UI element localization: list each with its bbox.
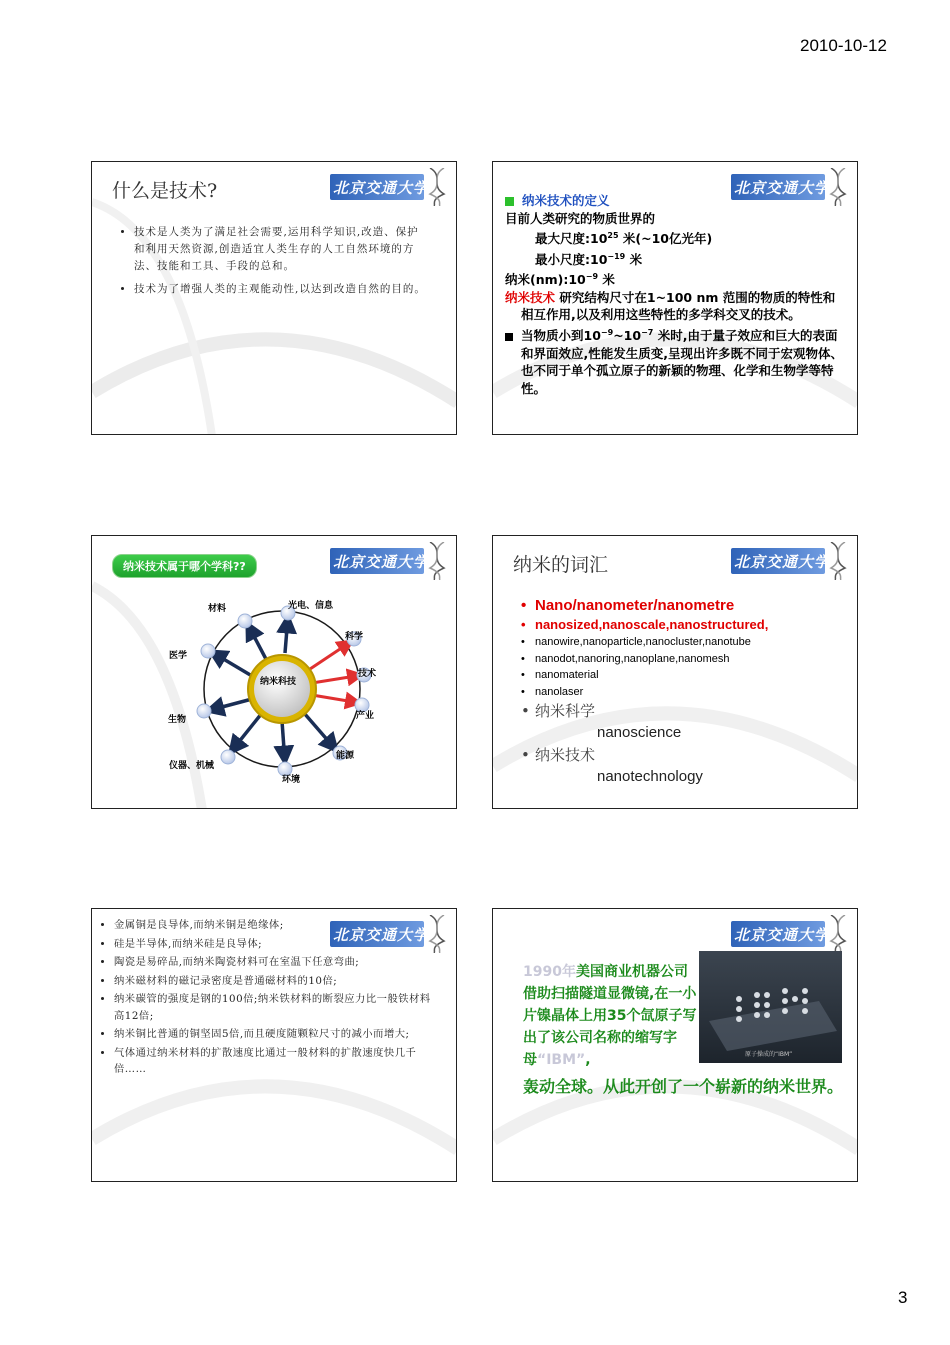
bullet-list (100, 917, 440, 1080)
list-item: • 纳米科学 (521, 702, 596, 720)
label-medicine: 医学 (169, 651, 188, 661)
list-item: • 纳米技术 (521, 746, 596, 764)
dna-icon (426, 168, 448, 206)
vocab-list (521, 596, 851, 788)
list-item: • nanowire,nanoparticle,nanocluster,nanotube (521, 636, 751, 648)
dna-icon (827, 915, 849, 953)
university-logo: 北京交通大学 (731, 542, 849, 578)
nano-definition: 纳米技术 研究结构尺寸在1~100 nm 范围的物质的特性和相互作用,以及利用这些特性的多学科交叉的技术。 (505, 289, 836, 323)
center-label: 纳米科技 (260, 677, 297, 687)
university-logo: 北京交通大学 (330, 915, 448, 951)
label-environment: 环境 (282, 775, 301, 785)
min-scale-line: 最小尺度$:10^{-19}$ 米 (535, 251, 643, 267)
dna-icon (827, 542, 849, 580)
list-item: • nanolaser (521, 685, 584, 698)
label-science: 科学 (345, 632, 364, 642)
slide-title: 纳米的词汇 (513, 554, 609, 576)
dna-icon (426, 542, 448, 580)
list-item: • nanosized,nanoscale,nanostructured, (521, 617, 769, 632)
green-square-icon (505, 197, 514, 206)
question-pill: 纳米技术属于哪个学科?? (112, 554, 257, 578)
slide-body (505, 192, 847, 397)
page-number: 3 (898, 1288, 908, 1307)
label-technology: 技术 (358, 669, 377, 679)
photo-caption: 原子操成的“IBM” (745, 1051, 793, 1058)
list-item: • nanodot,nanoring,nanoplane,nanomesh (521, 652, 730, 665)
ibm-story-conclusion: 轰动全球。从此开创了一个崭新的纳米世界。 (523, 1077, 844, 1096)
university-logo: 北京交通大学 (731, 168, 849, 204)
definition-heading: 纳米技术的定义 (522, 193, 610, 208)
ibm-atoms-photo (699, 951, 842, 1063)
slide-3 (91, 535, 457, 809)
university-logo: 北京交通大学 (330, 168, 448, 204)
university-logo: 北京交通大学 (731, 915, 849, 951)
bullet-item: • 纳米磁材料的磁记录密度是普通磁材料的10倍; (114, 973, 440, 990)
bullet-list (120, 224, 430, 304)
black-square-icon (505, 333, 513, 341)
slide-4 (492, 535, 858, 809)
label-biology: 生物 (168, 715, 187, 725)
label-industry: 产业 (356, 711, 375, 721)
label-optoelectronics: 光电、信息 (288, 601, 334, 611)
bullet-item: • 金属铜是良导体,而纳米铜是绝缘体; (114, 917, 440, 934)
slide-title: 什么是技术? (112, 180, 218, 202)
quantum-paragraph: 当物质小到$10^{-9}\sim 10^{-7}$ 米时,由于量子效应和巨大的表面和界面效应,性能发生质变,呈现出许多既不同于宏观物体、也不同于单个孤立原子的新颖的物理、化学和生物学等特性。 (505, 324, 847, 397)
bullet-item: • 纳米碳管的强度是钢的100倍;纳米铁材料的断裂应力比一般铁材料高12倍; (114, 991, 440, 1024)
english-term: nanoscience (597, 724, 682, 741)
bullet-item: • 陶瓷是易碎品,而纳米陶瓷材料可在室温下任意弯曲; (114, 954, 440, 971)
atom-letters-image (699, 951, 842, 1063)
english-term: nanotechnology (597, 768, 703, 785)
slide-5 (91, 908, 457, 1182)
ibm-story-text: 1990年美国商业机器公司借助扫描隧道显微镜,在一小片镍晶体上用35个氙原子写出了该公司名称的缩写字母“IBM”, (523, 964, 697, 1068)
label-instruments: 仪器、机械 (169, 761, 215, 771)
slide-6 (492, 908, 858, 1182)
text-line: 目前人类研究的物质世界的 (505, 210, 656, 226)
bullet-item: • 气体通过纳米材料的扩散速度比通过一般材料的扩散速度快几千倍…… (114, 1045, 440, 1078)
bullet-item: • 纳米铜比普通的铜坚固5倍,而且硬度随颗粒尺寸的减小而增大; (114, 1026, 440, 1043)
list-item: • Nano/nanometer/nanometre (521, 597, 735, 614)
university-logo: 北京交通大学 (330, 542, 448, 578)
slide-2 (492, 161, 858, 435)
page-date: 2010-10-12 (800, 36, 887, 55)
bullet-item: • 技术是人类为了满足社会需要,运用科学知识,改造、保护和利用天然资源,创造适宜人类生存的人工自然环境的方法、技能和工具、手段的总和。 (134, 224, 430, 275)
slide-1 (91, 161, 457, 435)
list-item: • nanomaterial (521, 669, 599, 681)
nm-line: 纳米$(nm):10^{-9}$ 米 (505, 272, 615, 288)
label-materials: 材料 (208, 604, 227, 614)
bullet-item: • 技术为了增强人类的主观能动性,以达到改造自然的目的。 (134, 281, 430, 298)
label-energy: 能源 (336, 751, 355, 761)
bullet-item: • 硅是半导体,而纳米硅是良导体; (114, 936, 440, 953)
max-scale-line: 最大尺度$:10^{25}$ 米(~10亿光年) (535, 231, 713, 247)
